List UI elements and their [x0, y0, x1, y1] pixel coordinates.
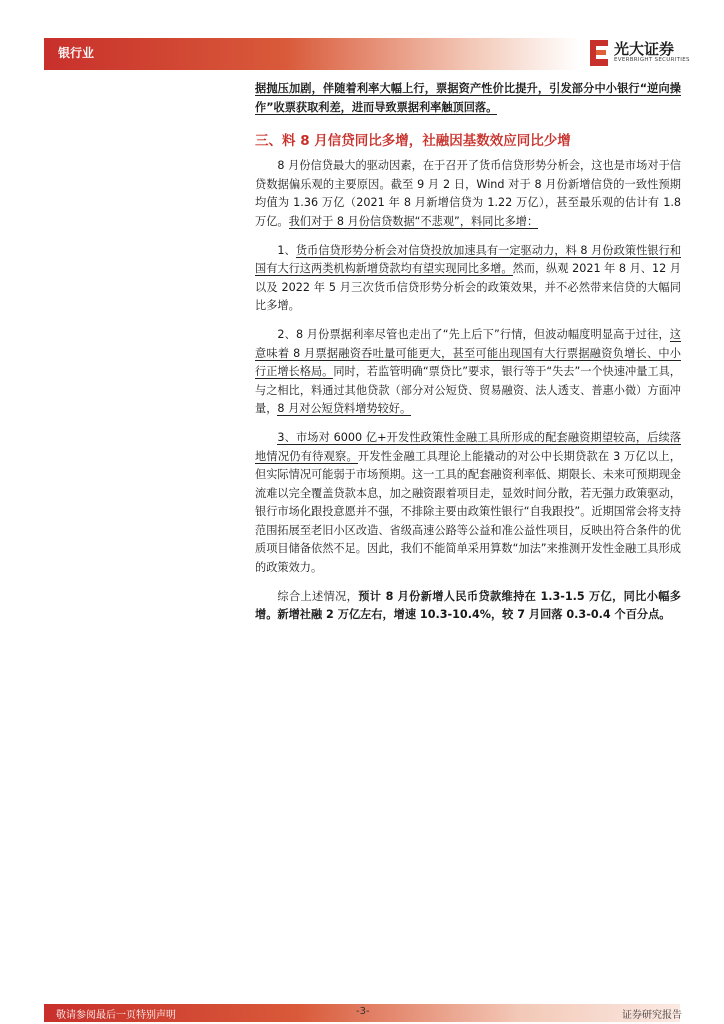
point-1-text: 然而，纵观 2021 年 8 月、12 月以及 2022 年 5 月三次货币信贷形势分析会的政策效果，并不必然带来信贷的大幅同比多增。	[255, 262, 681, 313]
paragraph-summary	[255, 588, 681, 625]
paragraph-intro	[255, 157, 681, 231]
paragraph-point-3	[255, 429, 681, 578]
report-body	[255, 80, 681, 625]
point-3-underlined: 3、市场对 6000 亿+开发性政策性金融工具所形成的配套融资期望较高，后续落地情况仍有待观察。	[255, 430, 681, 463]
section-label: 银行业	[58, 46, 95, 60]
logo-text-en: EVERBRIGHT SECURITIES	[614, 57, 690, 63]
point-1-underlined: 货币信贷形势分析会对信贷投放加速具有一定驱动力，料 8 月份政策性银行和国有大行这两类机构新增贷款均有望实现同比多增。	[255, 243, 682, 276]
point-1-number: 1、	[277, 243, 296, 257]
intro-text: 8 月份信贷最大的驱动因素，在于召开了货币信贷形势分析会，这也是市场对于信贷数据偏乐观的主要原因。截至 9 月 2 日，Wind 对于 8 月份新增信贷的一致性预期均值为 1.36 万亿（2021 年 8 月新增信贷为 1.22 万亿），甚至最乐观的估计有 1.8 万亿。	[255, 159, 681, 228]
logo-text-cn: 光大证券	[614, 40, 675, 58]
footer-report-type: 证券研究报告	[622, 1010, 682, 1021]
continuation-text: 据抛压加剧，伴随着利率大幅上行，票据资产性价比提升，引发部分中小银行“逆向操作”收票获取利差，进而导致票据利率触顶回落。	[255, 82, 681, 114]
point-2-text-b: 同时，若监管明确“票贷比”要求，银行等于“失去”一个快速冲量工具，与之相比，料通过其他贷款（部分对公短贷、贸易融资、法人透支、普惠小微）方面冲量，	[255, 365, 681, 416]
point-2-text-a: 2、8 月份票据利率尽管也走出了“先上后下”行情，但波动幅度明显高于过往，	[277, 327, 670, 341]
point-2-underlined-2: 8 月对公短贷料增势较好。	[277, 402, 412, 416]
paragraph-point-1	[255, 242, 681, 316]
header-bar	[44, 38, 580, 70]
summary-lead: 综合上述情况，	[277, 589, 359, 603]
page-number: -3-	[356, 1006, 370, 1017]
company-logo	[588, 36, 688, 70]
paragraph-continuation	[255, 80, 681, 117]
footer-disclaimer: 敬请参阅最后一页特别声明	[56, 1010, 176, 1021]
summary-bold: 预计 8 月份新增人民币贷款维持在 1.3-1.5 万亿，同比小幅多增。新增社融 2 万亿左右，增速 10.3-10.4%，较 7 月回落 0.3-0.4 个百分点。	[255, 589, 681, 622]
everbright-logo-icon	[588, 38, 610, 68]
point-3-text: 开发性金融工具理论上能撬动的对公中长期贷款在 3 万亿以上，但实际情况可能弱于市场预期。这一工具的配套融资利率低、期限长、未来可预期现金流难以完全覆盖贷款本息，加之融资跟着项目走，显效时间分散，若无强力政策驱动，银行市场化跟投意愿并不强，不排除主要由政策性银行“自我跟投”。近期国常会将支持范围拓展至老旧小区改造、省级高速公路等公益和准公益性项目，反映出符合条件的优质项目储备依然不足。因此，我们不能简单采用算数“加法”来推测开发性金融工具形成的政策效力。	[255, 449, 681, 575]
point-2-underlined: 这意味着 8 月票据融资吞吐量可能更大，甚至可能出现国有大行票据融资负增长、中小行正增长格局。	[255, 327, 681, 379]
intro-underlined: 我们对于 8 月份信贷数据“不悲观”，料同比多增：	[288, 214, 539, 228]
paragraph-point-2	[255, 326, 681, 419]
section-heading: 三、料 8 月信贷同比多增，社融因基数效应同比少增	[255, 133, 571, 150]
